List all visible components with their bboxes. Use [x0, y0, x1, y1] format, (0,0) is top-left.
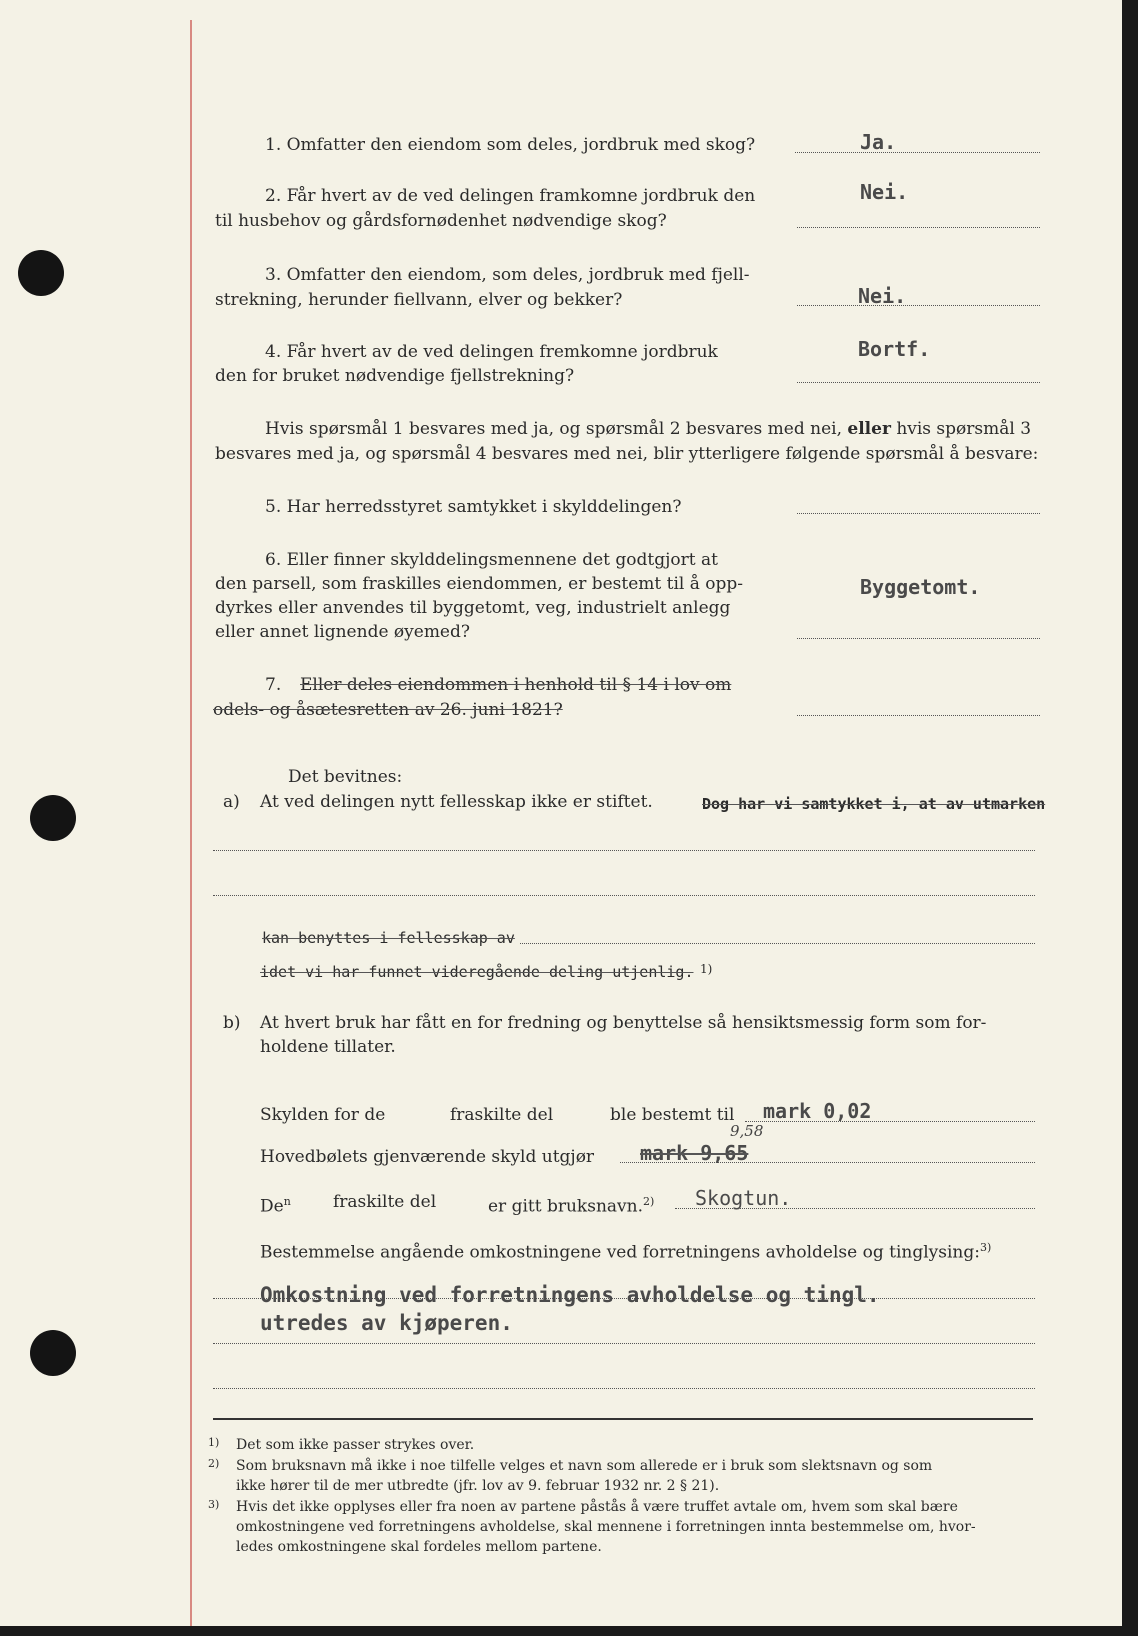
footnote-3-num: 3)	[208, 1498, 220, 1511]
question-5: 5. Har herredsstyret samtykket i skylddelingen?	[265, 497, 682, 517]
attest-b-label: b)	[223, 1013, 241, 1033]
attest-line-3	[520, 943, 1035, 944]
footnote-3-line-3: ledes omkostningene skal fordeles mellom partene.	[236, 1539, 602, 1555]
skyld-line-3-c-text: er gitt bruksnavn.	[488, 1196, 644, 1217]
question-2-line-1: 2. Får hvert av de ved delingen framkomne jordbruk den	[265, 186, 756, 206]
punch-hole-top	[18, 250, 64, 296]
skyld-line-2-a: Hovedbølets gjenværende skyld utgjør	[260, 1147, 595, 1167]
skyld-correction: 9,58	[730, 1122, 764, 1140]
conditional-note-line-1	[265, 417, 1031, 441]
margin-line	[190, 20, 192, 1626]
footnote-2-num: 2)	[208, 1457, 220, 1470]
attest-b-line-1: At hvert bruk har fått en for fredning og benyttelse så hensiktsmessig form som for-	[260, 1013, 987, 1033]
footnote-3-line-1: Hvis det ikke opplyses eller fra noen av partene påstås å være truffet avtale om, hvem som skal bære	[236, 1499, 958, 1515]
attest-a-text: At ved delingen nytt fellesskap ikke er stiftet.	[260, 792, 653, 812]
conditional-note-line-2: besvares med ja, og spørsmål 4 besvares med nei, blir ytterligere følgende spørsmål å besvare:	[215, 444, 1039, 464]
answer-line-6	[797, 638, 1040, 639]
attest-a-line-3: kan benyttes i fellesskap av	[262, 929, 515, 947]
conditional-note-text-b: hvis spørsmål 3	[896, 419, 1032, 439]
question-2-line-2: til husbehov og gårdsfornødenhet nødvendige skog?	[215, 211, 667, 231]
footnote-1-num: 1)	[208, 1436, 220, 1449]
conditional-note-bold: eller	[847, 419, 891, 439]
punch-hole-bottom	[30, 1330, 76, 1376]
attest-heading: Det bevitnes:	[288, 767, 403, 787]
question-7-number: 7.	[265, 675, 282, 695]
answer-4: Bortf.	[858, 337, 931, 361]
skyld-line-1-a: Skylden for de	[260, 1105, 386, 1125]
question-4-line-2: den for bruket nødvendige fjellstrekning?	[215, 366, 575, 386]
question-3-line-2: strekning, herunder fiellvann, elver og bekker?	[215, 290, 623, 310]
cost-text-line-2: utredes av kjøperen.	[260, 1311, 513, 1335]
footnote-3-line-2: omkostningene ved forretningens avholdelse, skal mennene i forretningen innta bestemmelse om, hvor-	[236, 1519, 976, 1535]
skyld-line-1-c: ble bestemt til	[610, 1105, 735, 1125]
cost-text-line-1: Omkostning ved forretningens avholdelse og tingl.	[260, 1283, 880, 1307]
attest-line-1	[213, 850, 1035, 851]
question-3-line-1: 3. Omfatter den eiendom, som deles, jordbruk med fjell-	[265, 265, 750, 285]
attest-a-footref: 1)	[700, 962, 713, 976]
skyld-line-1-b: fraskilte del	[450, 1105, 554, 1125]
answer-line-1	[795, 152, 1040, 153]
question-6-line-4: eller annet lignende øyemed?	[215, 622, 470, 642]
attest-a-label: a)	[223, 792, 240, 812]
answer-line-7	[797, 715, 1040, 716]
footnote-1: Det som ikke passer strykes over.	[236, 1437, 475, 1453]
footnote-rule	[213, 1418, 1033, 1420]
skyld-line-3-c	[488, 1190, 654, 1219]
cost-line-2-dots	[213, 1343, 1035, 1344]
skyld-line-3-ref: 2)	[643, 1195, 655, 1208]
skyld-line-3-b: fraskilte del	[333, 1192, 437, 1212]
question-4-line-1: 4. Får hvert av de ved delingen fremkomne jordbruk	[265, 342, 718, 362]
skyld-value-3: Skogtun.	[695, 1186, 792, 1210]
answer-line-4	[797, 382, 1040, 383]
question-7-line-1: Eller deles eiendommen i henhold til § 14 i lov om	[300, 675, 732, 695]
attest-line-2	[213, 895, 1035, 896]
answer-2: Nei.	[860, 180, 909, 204]
conditional-note-text: Hvis spørsmål 1 besvares med ja, og spørsmål 2 besvares med nei,	[265, 419, 842, 439]
question-1: 1. Omfatter den eiendom som deles, jordbruk med skog?	[265, 135, 756, 155]
answer-line-5	[797, 513, 1040, 514]
footnote-2-line-2: ikke hører til de mer utbredte (jfr. lov av 9. februar 1932 nr. 2 § 21).	[236, 1478, 720, 1494]
question-6-line-2: den parsell, som fraskilles eiendommen, er bestemt til å opp-	[215, 574, 744, 594]
skyld-line-3-a	[260, 1190, 291, 1219]
skyld-value-2: mark 9,65	[640, 1141, 749, 1165]
answer-line-2	[797, 227, 1040, 228]
question-6-line-1: 6. Eller finner skylddelingsmennene det godtgjort at	[265, 550, 718, 570]
cost-line-3-dots	[213, 1388, 1035, 1389]
question-7-line-2: odels- og åsætesretten av 26. juni 1821?	[213, 700, 563, 720]
punch-hole-middle	[30, 795, 76, 841]
skyld-line-3-sup: n	[283, 1195, 291, 1208]
question-6-line-3: dyrkes eller anvendes til byggetomt, veg, industrielt anlegg	[215, 598, 731, 618]
skyld-line-4-text: Bestemmelse angående omkostningene ved forretningens avholdelse og tinglysing:	[260, 1242, 980, 1263]
attest-a-struck-text: Dog har vi samtykket i, at av utmarken	[702, 795, 1046, 813]
attest-b-line-2: holdene tillater.	[260, 1037, 396, 1057]
skyld-line-4-ref: 3)	[979, 1241, 992, 1254]
footnote-2-line-1: Som bruksnavn må ikke i noe tilfelle velges et navn som allerede er i bruk som slektsnavn og som	[236, 1458, 933, 1474]
answer-line-3	[797, 305, 1040, 306]
answer-6: Byggetomt.	[860, 575, 981, 599]
skyld-value-1: mark 0,02	[763, 1099, 872, 1123]
answer-1: Ja.	[860, 130, 897, 154]
answer-3: Nei.	[858, 284, 907, 308]
skyld-line-3-de: De	[260, 1196, 284, 1217]
attest-a-line-4: idet vi har funnet videregående deling utjenlig.	[260, 963, 694, 981]
skyld-line-4	[260, 1236, 991, 1265]
